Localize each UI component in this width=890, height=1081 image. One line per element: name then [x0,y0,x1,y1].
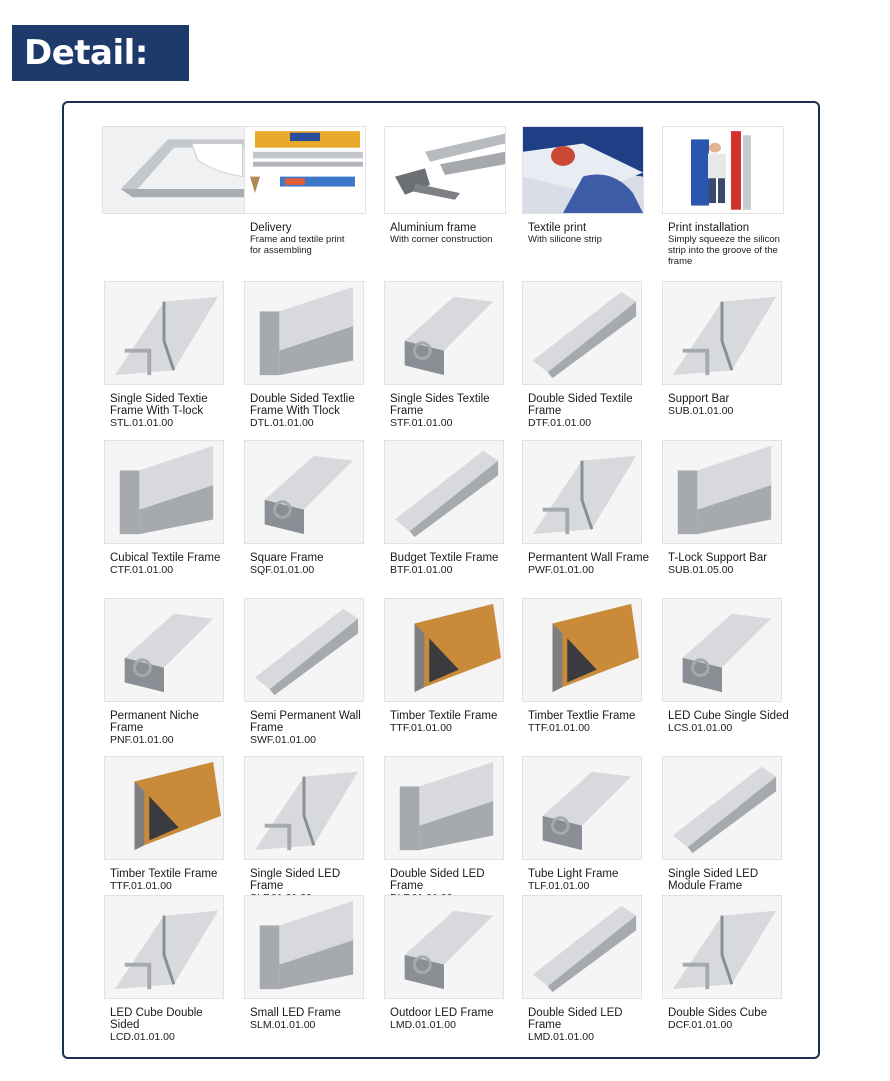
profile-item [104,598,230,748]
profile-photo [522,281,642,385]
profile-item [662,756,788,906]
profile-item [384,440,510,590]
profile-code: TTF.01.01.00 [390,722,452,734]
profile-photo [522,895,642,999]
profile-code: DTF.01.01.00 [528,417,592,429]
profile-name: Timber Textile Frame [110,868,218,880]
profile-caption [390,710,512,734]
profile-name: Single Sided LED Frame [250,868,341,892]
profile-photo [244,895,364,999]
intro-title: Textile print [528,222,587,234]
profile-name: Double Sided LED Frame [390,868,485,892]
profile-code: SQF.01.01.00 [250,564,315,576]
profile-photo [384,756,504,860]
profile-code: LCD.01.01.00 [110,1031,175,1043]
intro-item [244,126,366,261]
intro-item [102,126,246,261]
profile-name: Double Sided LED Frame [528,1007,623,1031]
profile-caption [528,552,650,576]
profile-photo [244,281,364,385]
intro-caption [390,222,498,245]
profile-item [384,281,510,431]
profile-item [104,281,230,431]
profile-caption [110,868,232,892]
profile-name: LED Cube Double Sided [110,1007,203,1031]
profile-photo [662,895,782,999]
profile-item [244,281,370,431]
profile-caption [668,868,790,892]
profile-code: STF.01.01.00 [390,417,453,429]
profile-item [522,440,648,590]
profile-name: Single Sided LED Module Frame [668,868,759,892]
profile-caption [110,552,232,576]
profile-item [662,895,788,1045]
profile-name: Timber Textile Frame [390,710,498,722]
profile-item [104,440,230,590]
profile-photo [104,281,224,385]
profile-name: Tube Light Frame [528,868,619,880]
profile-photo [662,440,782,544]
profile-code: LMD.01.01.00 [390,1019,456,1031]
profile-caption [110,1007,232,1043]
profile-photo [662,598,782,702]
profile-name: Budget Textile Frame [390,552,499,564]
profile-item [384,756,510,906]
profile-name: Timber Textlie Frame [528,710,636,722]
profile-photo [384,281,504,385]
profile-code: SLM.01.01.00 [250,1019,316,1031]
profile-photo [662,756,782,860]
profile-caption [668,1007,790,1031]
profile-code: TLF.01.01.00 [528,880,590,892]
timber-profile-photo [384,598,504,702]
timber-profile-photo [104,756,224,860]
profile-name: T-Lock Support Bar [668,552,768,564]
profile-photo [244,440,364,544]
intro-title: Print installation [668,222,750,234]
profile-name: Single Sided Textie Frame With T-lock [110,393,208,417]
profile-caption [528,868,650,892]
profile-code: BTF.01.01.00 [390,564,453,576]
intro-caption [528,222,636,245]
profile-item [662,598,788,748]
profile-name: Permanent Niche Frame [110,710,199,734]
profile-caption [110,710,232,746]
profile-code: LCS.01.01.00 [668,722,733,734]
profile-caption [250,710,372,746]
profile-name: Support Bar [668,393,730,405]
profile-name: Cubical Textile Frame [110,552,221,564]
page-title: Detail: [24,33,148,73]
installation-photo [662,126,784,214]
profile-item [244,895,370,1045]
profile-photo [522,440,642,544]
profile-item [522,281,648,431]
profile-item [662,281,788,431]
profile-photo [384,440,504,544]
profile-caption [390,552,512,576]
profile-photo [384,895,504,999]
intro-title: Delivery [250,222,292,234]
profile-caption [668,710,790,734]
profile-caption [390,393,512,429]
profile-caption [250,393,372,429]
profile-item [244,598,370,748]
profile-name: Small LED Frame [250,1007,341,1019]
profile-caption [528,393,650,429]
intro-description: With silicone strip [528,234,602,245]
profile-code: DCF.01.01.00 [668,1019,733,1031]
profile-photo [662,281,782,385]
profile-name: Permantent Wall Frame [528,552,649,564]
intro-caption [250,222,358,256]
profile-caption [528,1007,650,1043]
profile-name: Double Sided Textlie Frame With Tlock [250,393,355,417]
intro-description: With corner construction [390,234,493,245]
profile-name: Double Sided Textile Frame [528,393,633,417]
profile-name: LED Cube Single Sided [668,710,789,722]
detail-header [12,25,189,81]
profile-item [522,598,648,748]
profile-name: Semi Permanent Wall Frame [250,710,361,734]
profile-caption [528,710,650,734]
profile-caption [250,552,372,576]
profile-caption [668,393,790,417]
profile-caption [390,1007,512,1031]
profile-item [384,895,510,1045]
profile-caption [110,393,232,429]
profile-name: Outdoor LED Frame [390,1007,494,1019]
profile-code: LMD.01.01.00 [528,1031,594,1043]
intro-description: Simply squeeze the silicon strip into the groove of the frame [668,234,780,267]
profile-photo [104,598,224,702]
profile-code: SWF.01.01.00 [250,734,316,746]
profile-code: TTF.01.01.00 [110,880,172,892]
profile-item [662,440,788,590]
profile-photo [522,756,642,860]
frame-corner-photo [102,126,246,214]
profile-item [244,440,370,590]
profile-name: Single Sides Textile Frame [390,393,490,417]
profile-code: DTL.01.01.00 [250,417,314,429]
intro-item [662,126,784,267]
intro-item [522,126,644,261]
profile-caption [668,552,790,576]
profile-item [522,756,648,906]
profile-photo [244,756,364,860]
profile-item [384,598,510,748]
intro-description: Frame and textile print for assembling [250,234,345,256]
profile-photo [104,895,224,999]
profile-item [244,756,370,906]
profile-code: PNF.01.01.00 [110,734,174,746]
profile-code: STL.01.01.00 [110,417,174,429]
profile-item [104,895,230,1045]
profile-code: SUB.01.01.00 [668,405,734,417]
timber-profile-photo [522,598,642,702]
aluminium-frame-photo [384,126,506,214]
profile-item [104,756,230,906]
profile-code: SUB.01.05.00 [668,564,734,576]
delivery-package-photo [244,126,366,214]
profile-name: Double Sides Cube [668,1007,768,1019]
profile-code: CTF.01.01.00 [110,564,174,576]
profile-caption [250,1007,372,1031]
profile-code: TTF.01.01.00 [528,722,590,734]
profile-item [522,895,648,1045]
intro-item [384,126,506,261]
profile-photo [104,440,224,544]
intro-title: Aluminium frame [390,222,477,234]
intro-caption [668,222,792,267]
profile-photo [244,598,364,702]
profile-code: PWF.01.01.00 [528,564,594,576]
profile-name: Square Frame [250,552,324,564]
textile-print-photo [522,126,644,214]
